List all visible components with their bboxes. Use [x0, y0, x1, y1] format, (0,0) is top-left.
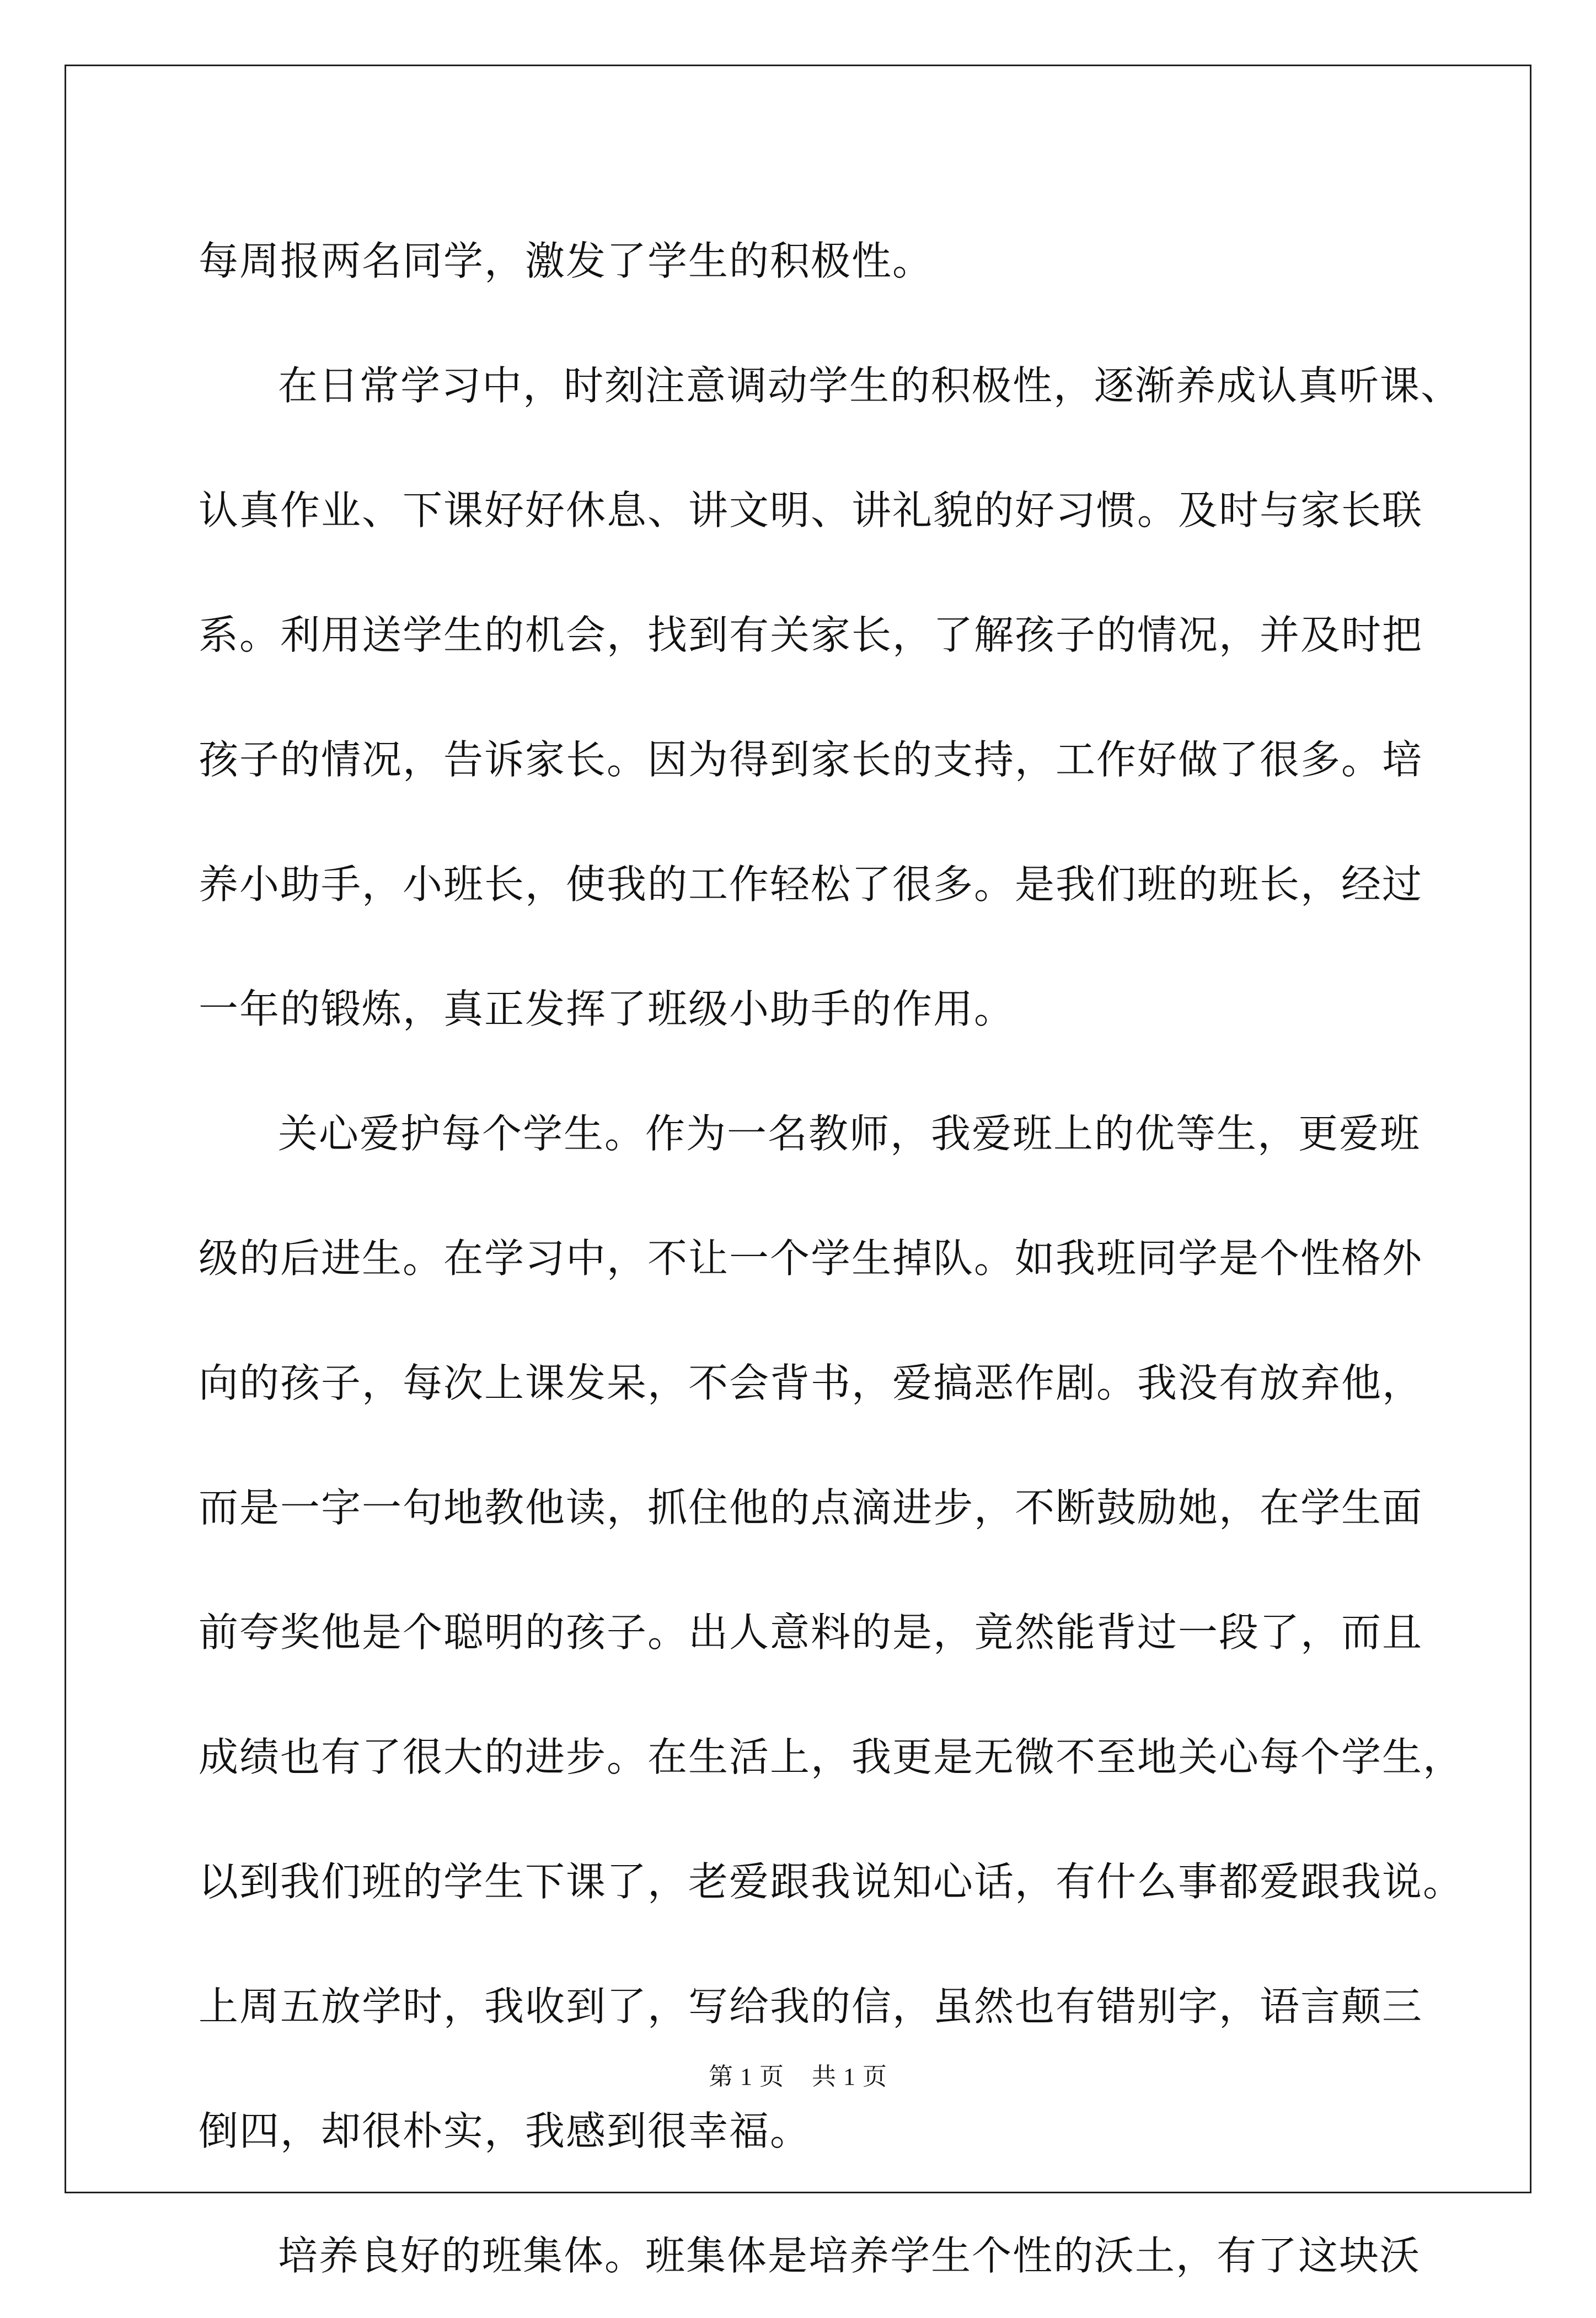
- text-line-8: 关心爱护每个学生。作为一名教师，我爱班上的优等生，更爱班: [278, 1110, 1421, 1157]
- page-footer: [0, 2057, 1596, 2092]
- text-line-16: 倒四，却很朴实，我感到很幸福。: [199, 2108, 811, 2154]
- text-line-12: 前夸奖他是个聪明的孩子。出人意料的是，竟然能背过一段了，而且: [199, 1609, 1423, 1655]
- page-number: 第 1 页: [709, 2063, 784, 2090]
- text-line-2: 在日常学习中，时刻注意调动学生的积极性，逐渐养成认真听课、: [278, 362, 1462, 409]
- text-line-15: 上周五放学时，我收到了，写给我的信，虽然也有错别字，语言颠三: [199, 1983, 1423, 2029]
- text-line-6: 养小助手，小班长，使我的工作轻松了很多。是我们班的班长，经过: [199, 861, 1423, 907]
- text-line-4: 系。利用送学生的机会，找到有关家长，了解孩子的情况，并及时把: [199, 612, 1423, 658]
- page-total: 共 1 页: [812, 2063, 887, 2090]
- text-line-10: 向的孩子，每次上课发呆，不会背书，爱搞恶作剧。我没有放弃他，: [199, 1360, 1423, 1406]
- text-line-14: 以到我们班的学生下课了，老爱跟我说知心话，有什么事都爱跟我说。: [199, 1858, 1464, 1905]
- text-line-5: 孩子的情况，告诉家长。因为得到家长的支持，工作好做了很多。培: [199, 736, 1423, 783]
- document-body: [199, 199, 1464, 2318]
- text-line-3: 认真作业、下课好好休息、讲文明、讲礼貌的好习惯。及时与家长联: [199, 487, 1423, 533]
- text-line-13: 成绩也有了很大的进步。在生活上，我更是无微不至地关心每个学生，: [199, 1734, 1464, 1780]
- text-line-11: 而是一字一句地教他读，抓住他的点滴进步，不断鼓励她，在学生面: [199, 1484, 1423, 1531]
- text-line-17: 培养良好的班集体。班集体是培养学生个性的沃土，有了这块沃: [278, 2232, 1421, 2279]
- text-line-9: 级的后进生。在学习中，不让一个学生掉队。如我班同学是个性格外: [199, 1235, 1423, 1281]
- text-line-7: 一年的锻炼，真正发挥了班级小助手的作用。: [199, 986, 1015, 1032]
- text-line-1: 每周报两名同学，激发了学生的积极性。: [199, 238, 934, 284]
